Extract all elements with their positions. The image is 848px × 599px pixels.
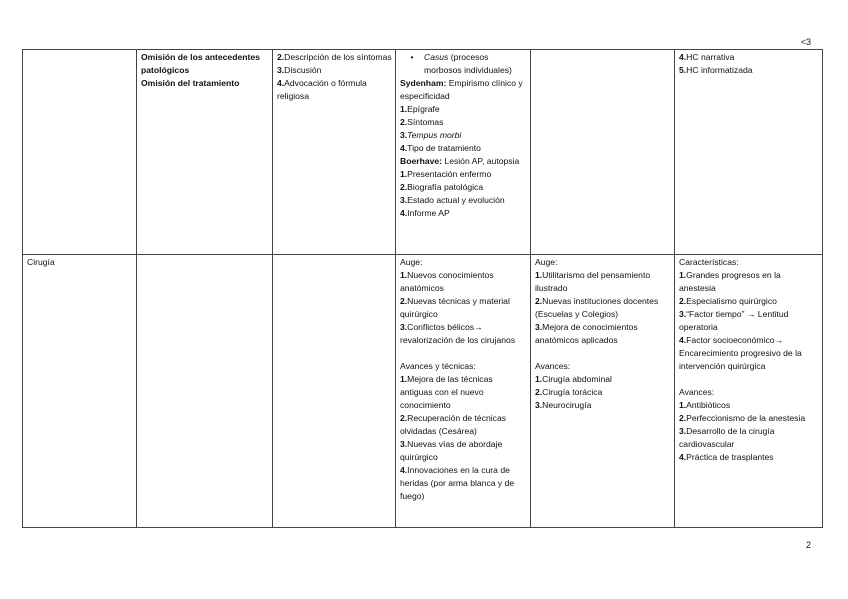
sydenham-heading: Sydenham: Empirismo clínico y especificidad (400, 78, 523, 101)
list-item: 3.Discusión (277, 65, 322, 75)
page-number: 2 (805, 540, 811, 550)
row2-col1-cell: Cirugía (23, 255, 137, 528)
list-item: 1.Nuevos conocimientos anatómicos (400, 270, 494, 293)
bullet-item: • Casus (procesos morbosos individuales) (400, 51, 527, 77)
list-item: 3.Conflictos bélicos→ revalorización de los cirujanos (400, 322, 516, 345)
page-mark: <3 (800, 37, 811, 47)
list-item: 3.Nuevas vías de abordaje quirúrgico (400, 439, 503, 462)
list-item: 4.Tipo de tratamiento (400, 143, 481, 153)
list-item: 3.Neurocirugía (535, 400, 592, 410)
section-heading: Avances y técnicas: (400, 361, 476, 371)
table-row (23, 255, 823, 528)
list-item: 4.Factor socioeconómico→ Encarecimiento progresivo de la intervención quirúrgica (679, 335, 802, 371)
row2-col2-cell (137, 255, 273, 528)
row1-col1-cell (23, 50, 137, 255)
row2-col4-cell (396, 255, 531, 528)
omission-treatment: Omisión del tratamiento (141, 78, 240, 88)
list-item: 4.Práctica de trasplantes (679, 452, 774, 462)
list-item: 2.Síntomas (400, 117, 444, 127)
list-item: 3.Mejora de conocimientos anatómicos aplicados (535, 322, 638, 345)
boerhave-heading: Boerhave: Lesión AP, autopsia (400, 156, 520, 166)
row1-col5-cell (531, 50, 675, 255)
list-item: 1.Utilitarismo del pensamiento ilustrado (535, 270, 651, 293)
list-item: 1.Epígrafe (400, 104, 440, 114)
table-row (23, 50, 823, 255)
list-item: 1.Mejora de las técnicas antiguas con el nuevo conocimiento (400, 374, 493, 410)
section-heading: Auge: (535, 257, 558, 267)
bullet-icon: • (410, 52, 414, 62)
row1-col2-cell (137, 50, 273, 255)
list-item: 2.Nuevas técnicas y material quirúrgico (400, 296, 510, 319)
list-item: 4.Innovaciones en la cura de heridas (por arma blanca y de fuego) (400, 465, 515, 501)
omission-antecedents: Omisión de los antecedentes patológicos (141, 52, 260, 75)
row2-col3-cell (273, 255, 396, 528)
section-heading: Avances: (679, 387, 715, 397)
list-item: 2.Biografía patológica (400, 182, 484, 192)
list-item: 1.Grandes progresos en la anestesia (679, 270, 781, 293)
list-item: 1.Antibióticos (679, 400, 731, 410)
list-item: 3.Estado actual y evolución (400, 195, 505, 205)
list-item: 2.Cirugía torácica (535, 387, 603, 397)
list-item: 3.Desarrollo de la cirugía cardiovascular (679, 426, 775, 449)
list-item: 4.Advocación o fórmula religiosa (277, 78, 367, 101)
list-item: 4.Informe AP (400, 208, 450, 218)
list-item: 1.Cirugía abdominal (535, 374, 612, 384)
list-item: 3.Tempus morbi (400, 130, 462, 140)
row2-col6-cell (675, 255, 823, 528)
list-item: 1.Presentación enfermo (400, 169, 492, 179)
section-heading: Auge: (400, 257, 423, 267)
row1-col6-cell (675, 50, 823, 255)
list-item: 4.HC narrativa (679, 52, 735, 62)
row1-col3-cell (273, 50, 396, 255)
list-item: 2.Perfeccionismo de la anestesia (679, 413, 806, 423)
list-item: 3.“Factor tiempo” → Lentitud operatoria (679, 309, 789, 332)
list-item: 2.Nuevas instituciones docentes (Escuelas y Colegios) (535, 296, 659, 319)
row1-col4-cell (396, 50, 531, 255)
row2-col5-cell (531, 255, 675, 528)
list-item: 5.HC informatizada (679, 65, 753, 75)
history-table (22, 49, 823, 528)
section-heading: Características: (679, 257, 739, 267)
section-heading: Avances: (535, 361, 571, 371)
list-item: 2.Especialismo quirúrgico (679, 296, 777, 306)
list-item: 2.Recuperación de técnicas olvidadas (Cesárea) (400, 413, 507, 436)
list-item: 2.Descripción de los síntomas (277, 52, 392, 62)
